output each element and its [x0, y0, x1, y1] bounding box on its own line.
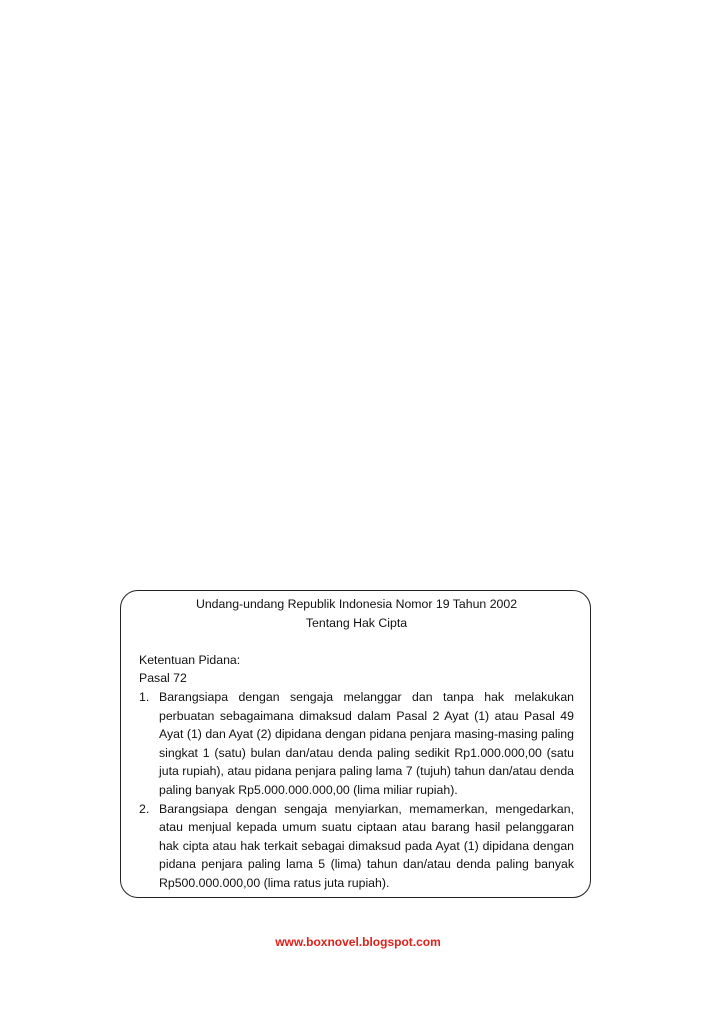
- section-label: Ketentuan Pidana:: [139, 652, 241, 667]
- list-item-text: Barangsiapa dengan sengaja menyiarkan, memamerkan, mengedarkan, atau menjual kepada umum suatu ciptaan atau barang hasil pelanggaran hak cipta atau hak terkait sebagai dimaksud pada Ayat (1) dipidana dengan pidana penjara paling lama 5 (lima) tahun dan/atau denda paling banyak Rp500.000.000,00 (lima ratus juta rupiah).: [159, 801, 574, 890]
- notice-subtitle: Tentang Hak Cipta: [305, 615, 408, 630]
- notice-title: Undang-undang Republik Indonesia Nomor 19 Tahun 2002: [195, 597, 518, 611]
- list-item: [139, 688, 574, 800]
- source-url-link[interactable]: www.boxnovel.blogspot.com: [275, 935, 441, 949]
- article-label: Pasal 72: [139, 671, 187, 686]
- list-item-number: 2.: [139, 801, 150, 816]
- copyright-law-notice: [120, 590, 591, 898]
- list-item: [139, 800, 574, 893]
- list-item-text: Barangsiapa dengan sengaja melanggar dan tanpa hak melakukan perbuatan sebagaimana dimaksud dalam Pasal 2 Ayat (1) atau Pasal 49 Ayat (1) dan Ayat (2) dipidana dengan pidana penjara masing-masing paling singkat 1 (satu) bulan dan/atau denda paling sedikit Rp1.000.000,00 (satu juta rupiah), atau pidana penjara paling lama 7 (tujuh) tahun dan/atau denda paling banyak Rp5.000.000.000,00 (lima miliar rupiah).: [159, 689, 574, 797]
- spacer: [139, 632, 574, 651]
- list-item-number: 1.: [139, 689, 150, 704]
